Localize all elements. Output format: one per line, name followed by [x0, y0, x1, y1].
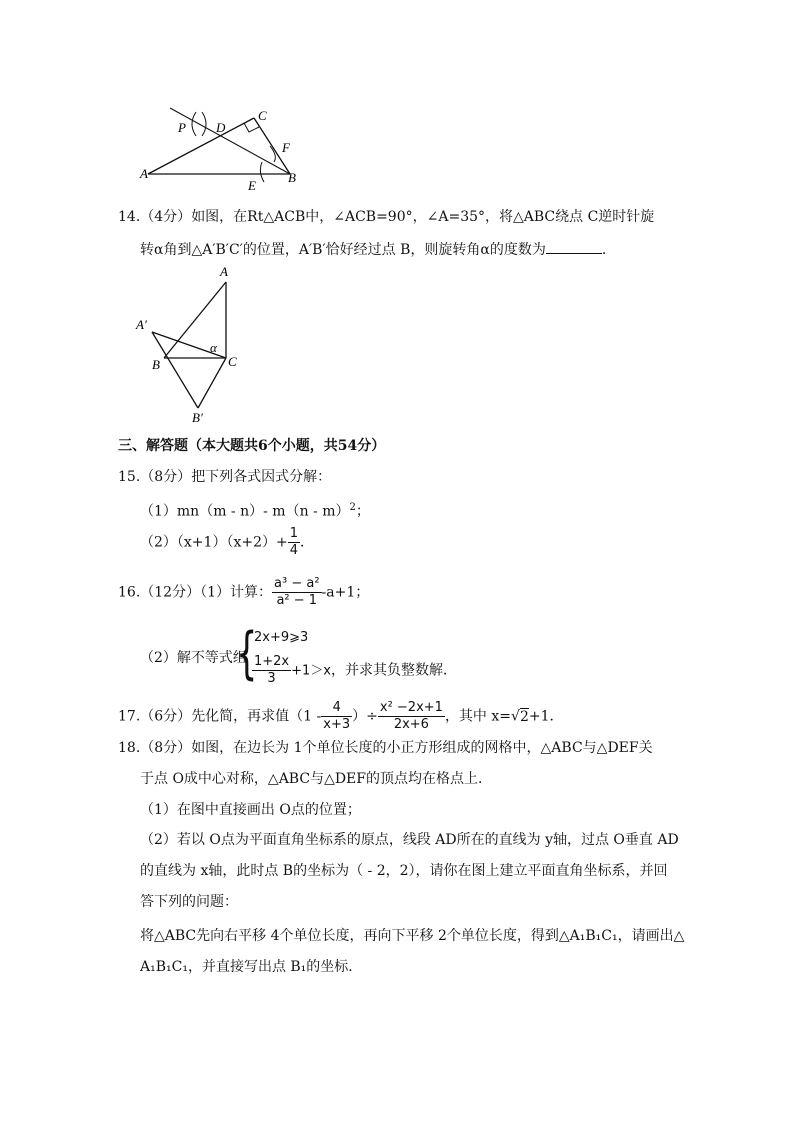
figure-q13: [130, 100, 310, 196]
q17-text-c: ，其中 x=: [444, 708, 512, 725]
q16-number: 16.: [118, 584, 141, 601]
q17: [118, 700, 564, 733]
label-a-prime: A′: [136, 317, 147, 332]
label-d: D: [216, 120, 226, 135]
q16-part1-tail: -a+1；: [321, 584, 370, 601]
q14-number: 14.: [118, 209, 141, 225]
fraction-numerator: 1+2x: [254, 654, 290, 669]
q18-line4: （2）若以 O点为平面直角坐标系的原点，线段 AD所在的直线为 y轴，过点 O垂直 AD: [140, 832, 679, 848]
q18-line1: [118, 738, 653, 758]
label-p: P: [178, 120, 186, 135]
q18-line6: 答下列的问题：: [140, 894, 238, 910]
q18-number: 18.: [118, 740, 141, 756]
fraction-denominator: 4: [289, 543, 298, 558]
label-f: F: [282, 140, 290, 155]
q18-line2: 于点 O成中心对称，△ABC与△DEF的顶点均在格点上．: [140, 771, 492, 787]
label-a: A: [140, 166, 148, 181]
q18-score: （8分）: [140, 740, 192, 756]
label-e: E: [248, 178, 256, 193]
q14-text-line2: 转α角到△A′B′C′的位置，A′B′恰好经过点 B，则旋转角α的度数为: [140, 242, 546, 258]
q15-part2-fraction: [288, 526, 300, 559]
sqrt-symbol: √: [511, 708, 520, 725]
segment-b1c: [198, 358, 226, 408]
right-angle-mark: [244, 123, 259, 132]
label-c: C: [228, 354, 237, 369]
figure-q14: [134, 262, 244, 424]
fraction-denominator: a² − 1: [276, 593, 318, 608]
q14-text-line1: 如图，在Rt△ACB中，∠ACB=90°，∠A=35°，将△ABC绕点 C逆时针旋: [191, 209, 655, 225]
q17-sqrt-value: 2: [519, 708, 529, 725]
q17-text-b: ）÷: [352, 708, 378, 725]
label-c: C: [258, 108, 267, 123]
q16-part1-fraction: [272, 576, 322, 609]
fraction-denominator: x+3: [323, 717, 351, 732]
label-b: B: [288, 170, 296, 185]
label-a: A: [220, 264, 228, 279]
q15-part1-expr: （1）mn（m - n）- m（n - m）: [140, 503, 350, 520]
arc-p: [192, 112, 196, 136]
q15-part1-end: ；: [355, 503, 370, 520]
q16-part1-label: （1）计算：: [200, 584, 273, 601]
q18-line7: 将△ABC先向右平移 4个单位长度，再向下平移 2个单位长度，得到△A₁B₁C₁，请画出△: [140, 928, 685, 944]
q16-inequality-2: [252, 654, 457, 687]
q18-text-line1: 如图，在边长为 1个单位长度的小正方形组成的网格中，△ABC与△DEF关: [191, 740, 653, 756]
q16-ineq2-tail: +1＞x: [291, 663, 331, 679]
q14-line2: [140, 238, 616, 260]
q15-score: （8分）: [140, 469, 192, 485]
q15-part1: [140, 498, 370, 522]
arc-f: [270, 146, 275, 162]
fraction-denominator: 2x+6: [393, 717, 429, 732]
system-brace: {: [236, 621, 258, 686]
q17-fraction-1: [321, 700, 352, 733]
label-alpha: α: [210, 340, 217, 355]
bisector-line: [170, 108, 290, 174]
label-b-prime: B′: [192, 410, 203, 424]
q17-text-d: +1．: [528, 708, 564, 725]
q16-part2-end: ，并求其负整数解．: [331, 662, 457, 679]
q14-line1: [118, 207, 654, 227]
q16-ineq2-fraction: [252, 654, 291, 687]
q18-line5: 的直线为 x轴，此时点 B的坐标为（ - 2，2），请你在图上建立平面直角坐标系，并回: [140, 863, 668, 879]
q14-answer-blank: [546, 238, 602, 254]
q14-line2-end: ．: [601, 242, 616, 258]
q15-stem: [118, 467, 331, 487]
q16-score: （12分）: [140, 584, 201, 601]
q16-part2-label: （2）解不等式组: [140, 650, 247, 666]
section-heading: 三、解答题（本大题共6个小题，共54分）: [118, 438, 386, 454]
fraction-numerator: 4: [321, 700, 352, 717]
fraction-numerator: 1: [289, 526, 298, 541]
q17-score: （6分）: [140, 708, 192, 725]
q17-fraction-2: [378, 700, 445, 733]
q15-part2-expr: （2）（x+1）（x+2）+: [140, 534, 288, 551]
q15-stem-text: 把下列各式因式分解：: [191, 469, 332, 485]
fraction-denominator: 3: [267, 671, 276, 686]
q18-line3: （1）在图中直接画出 O点的位置；: [140, 802, 361, 818]
q16-inequality-1: 2x+9⩾3: [254, 630, 309, 645]
fraction-numerator: x² −2x+1: [379, 700, 443, 715]
label-b: B: [152, 357, 160, 372]
q15-part2-end: ．: [300, 534, 314, 551]
q16-part1: [118, 576, 369, 609]
q17-number: 17.: [118, 708, 141, 725]
q15-part1-exponent: 2: [349, 502, 356, 513]
q15-number: 15.: [118, 469, 141, 485]
fraction-numerator: a³ − a²: [274, 576, 320, 591]
q14-score: （4分）: [140, 209, 192, 225]
q15-part2: [140, 526, 314, 559]
q18-line8: A₁B₁C₁，并直接写出点 B₁的坐标．: [140, 959, 363, 975]
arc-e: [260, 162, 264, 182]
q17-text-a: 先化简，再求值（1 -: [191, 708, 322, 725]
arc-p2: [202, 112, 206, 136]
